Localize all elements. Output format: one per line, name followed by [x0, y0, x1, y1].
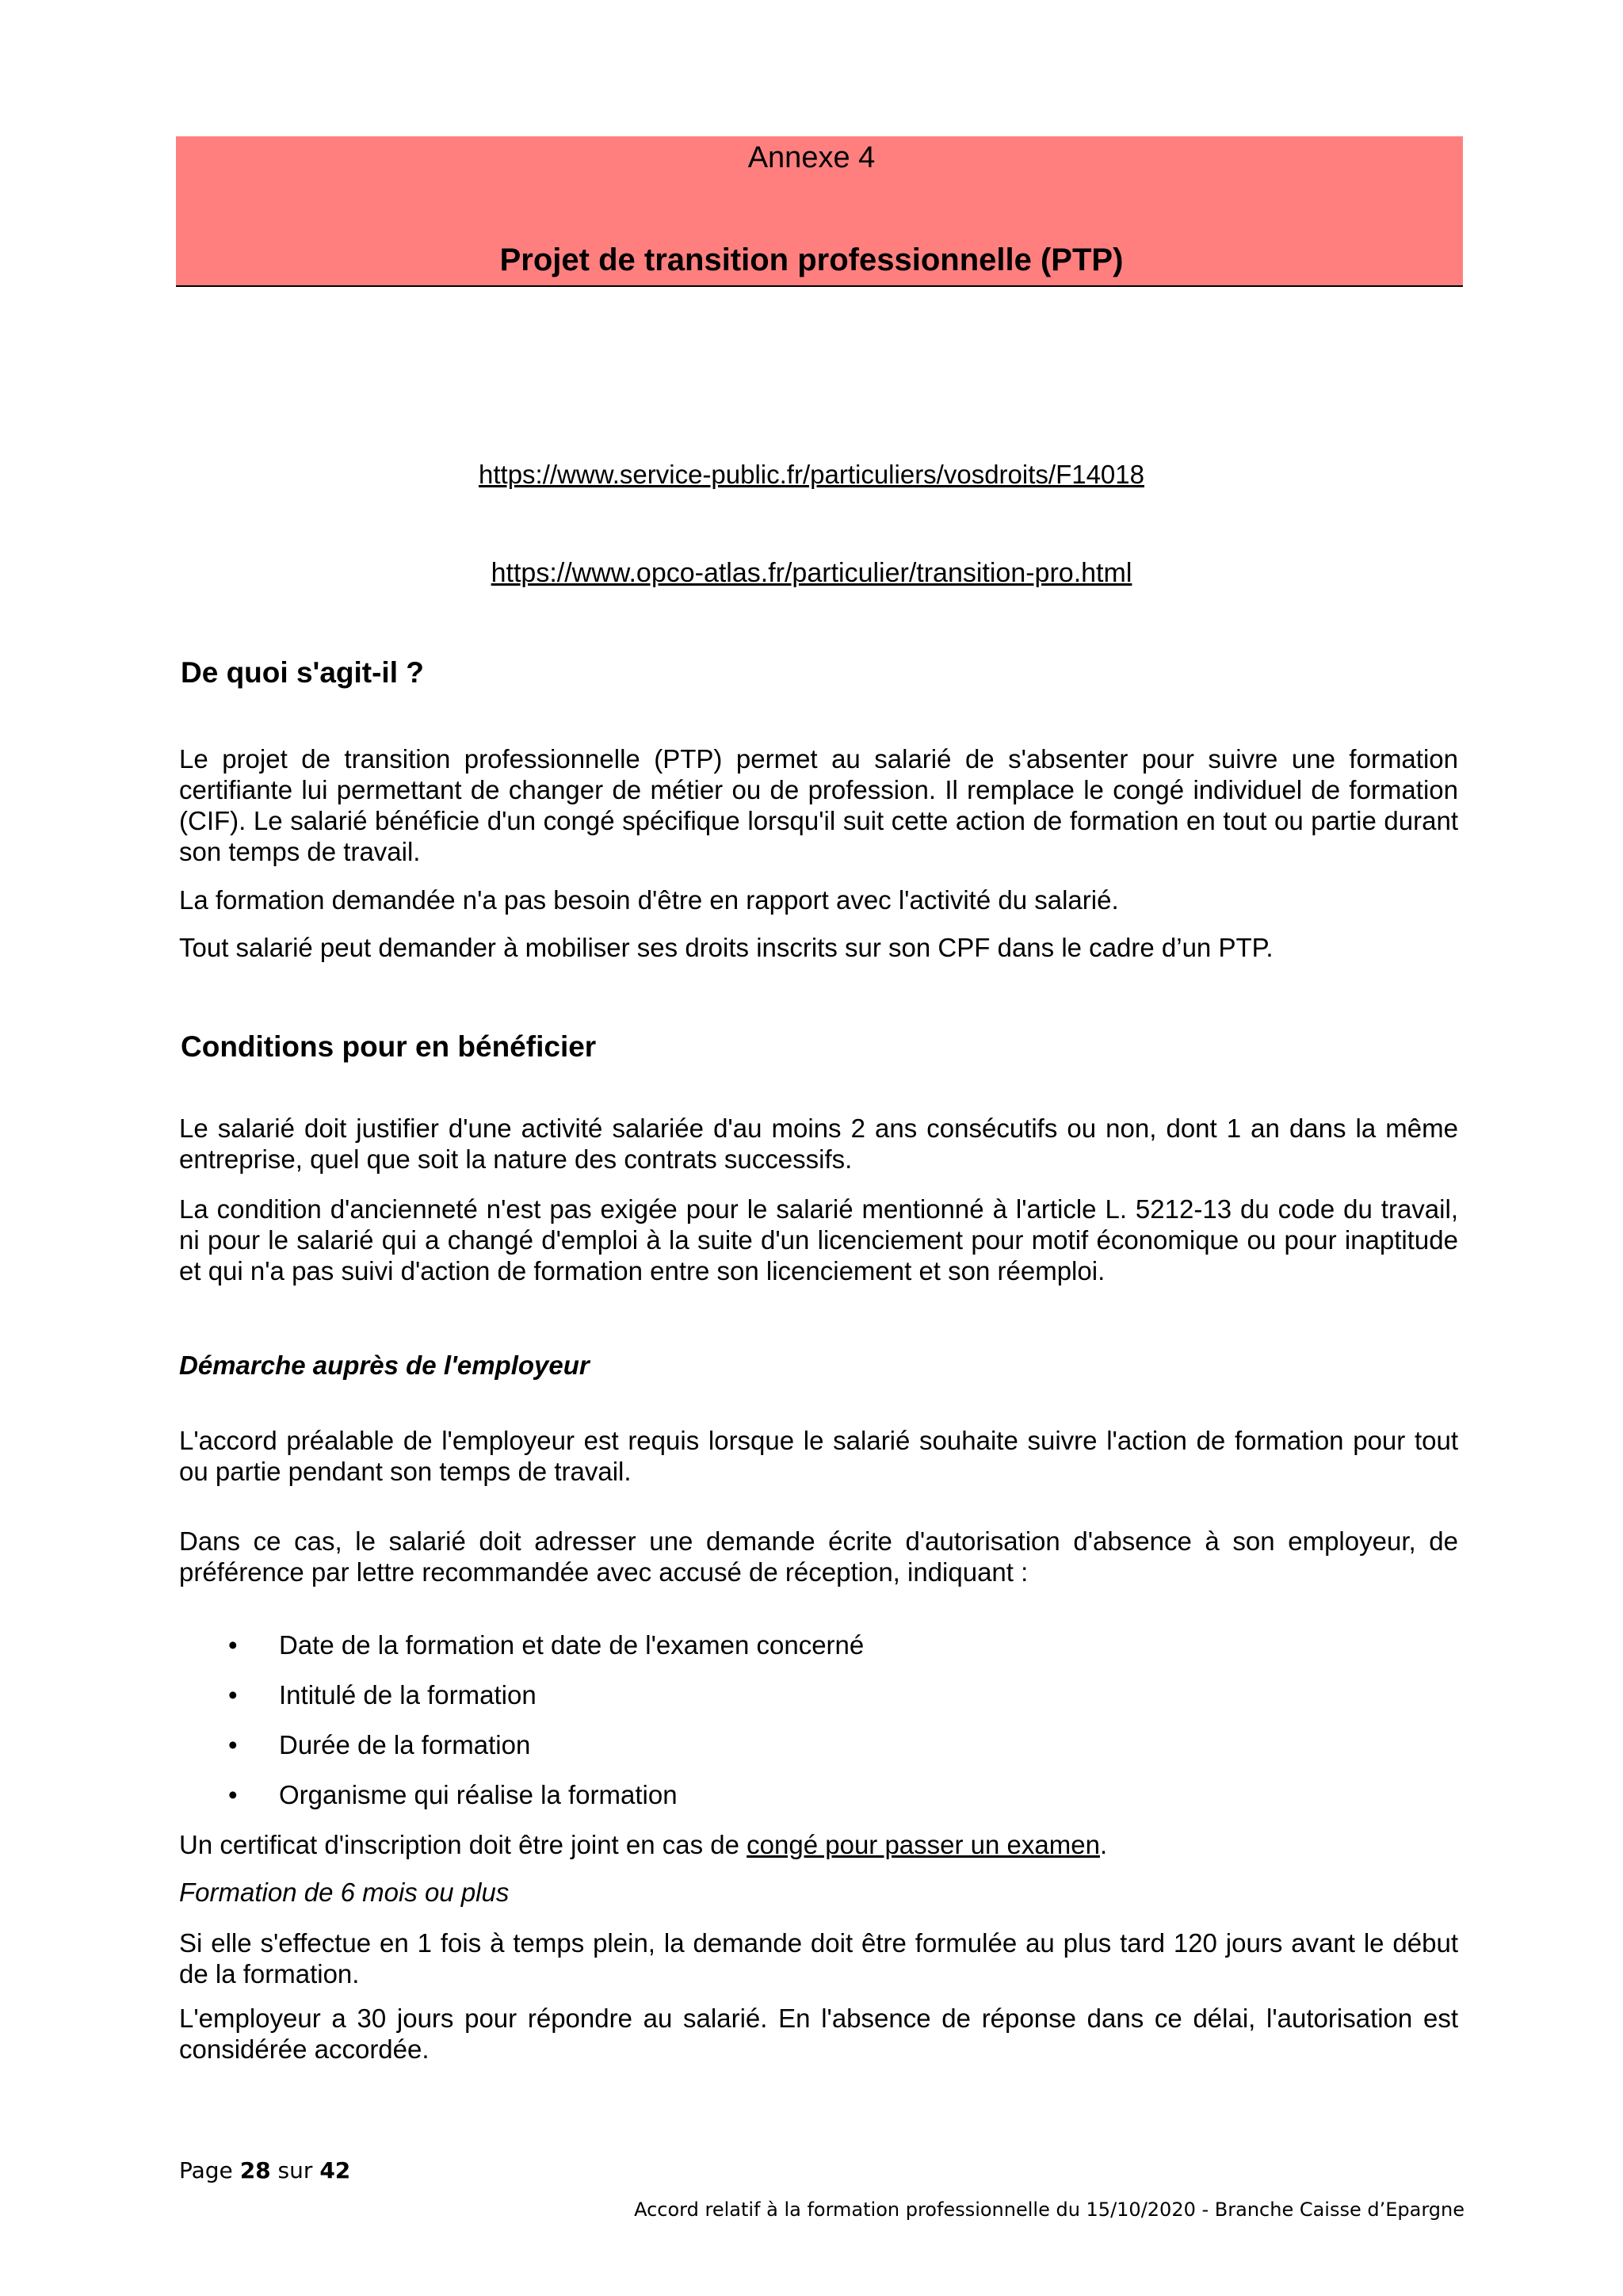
document-footer: Accord relatif à la formation professionnelle du 15/10/2020 - Branche Caisse d’Epargne [634, 2199, 1465, 2221]
bullet-icon: • [228, 1680, 238, 1710]
bullet-icon: • [228, 1630, 238, 1660]
paragraph-formation-rapport: La formation demandée n'a pas besoin d'être en rapport avec l'activité du salarié. [179, 885, 1119, 915]
subheading-six-months: Formation de 6 mois ou plus [179, 1878, 510, 1907]
opco-atlas-link[interactable]: https://www.opco-atlas.fr/particulier/transition-pro.html [491, 558, 1132, 588]
list-item: • Organisme qui réalise la formation [228, 1780, 678, 1809]
paragraph-anciennete: Le salarié doit justifier d'une activité salariée d'au moins 2 ans consécutifs ou non, dont 1 an dans la même entreprise, quel que soit la nature des contrats successifs. [179, 1114, 1458, 1174]
paragraph-ptp-definition: Le projet de transition professionnelle (PTP) permet au salarié de s'absenter pour suivre une formation certifiante lui permettant de changer de métier ou de profession. Il remplace le congé individuel de formation (CIF). Le salarié bénéficie d'un congé spécifique lorsqu'il suit cette action de formation en tout ou partie durant son temps de travail. [179, 744, 1458, 866]
paragraph-accord-prealable: L'accord préalable de l'employeur est requis lorsque le salarié souhaite suivre l'action de formation pour tout ou partie pendant son temps de travail. [179, 1426, 1458, 1486]
annex-number: Annexe 4 [747, 141, 876, 174]
paragraph-delai-demande: Si elle s'effectue en 1 fois à temps plein, la demande doit être formulée au plus tard 120 jours avant le début de la formation. [179, 1928, 1458, 1988]
service-public-link[interactable]: https://www.service-public.fr/particuliers/vosdroits/F14018 [479, 460, 1144, 489]
paragraph-demande-ecrite: Dans ce cas, le salarié doit adresser une demande écrite d'autorisation d'absence à son employeur, de préférence par lettre recommandée avec accusé de réception, indiquant : [179, 1526, 1458, 1587]
page-number: Page 28 sur 42 [179, 2157, 351, 2183]
paragraph-cpf: Tout salarié peut demander à mobiliser ses droits inscrits sur son CPF dans le cadre d’un PTP. [179, 933, 1274, 962]
required-info-list [179, 1629, 864, 1829]
list-item: • Durée de la formation [228, 1730, 531, 1759]
section-heading-what: De quoi s'agit-il ? [181, 656, 424, 689]
bullet-icon: • [228, 1780, 238, 1809]
paragraph-certificat: Un certificat d'inscription doit être joint en cas de congé pour passer un examen. [179, 1830, 1108, 1859]
list-item: • Date de la formation et date de l'examen concerné [228, 1630, 865, 1660]
list-item: • Intitulé de la formation [228, 1680, 537, 1710]
paragraph-exemption: La condition d'ancienneté n'est pas exigée pour le salarié mentionné à l'article L. 5212-13 du code du travail, ni pour le salarié qui a changé d'emploi à la suite d'un licenciement pour motif économique ou pour inaptitude et qui n'a pas suivi d'action de formation entre son licenciement et son réemploi. [179, 1194, 1458, 1286]
annex-title: Projet de transition professionnelle (PTP) [499, 243, 1124, 277]
section-heading-demarche: Démarche auprès de l'employeur [179, 1350, 590, 1380]
conge-examen-link[interactable]: congé pour passer un examen [747, 1830, 1100, 1859]
paragraph-delai-reponse: L'employeur a 30 jours pour répondre au salarié. En l'absence de réponse dans ce délai, l'autorisation est considérée accordée. [179, 2004, 1458, 2064]
section-heading-conditions: Conditions pour en bénéficier [181, 1030, 597, 1063]
bullet-icon: • [228, 1730, 238, 1759]
